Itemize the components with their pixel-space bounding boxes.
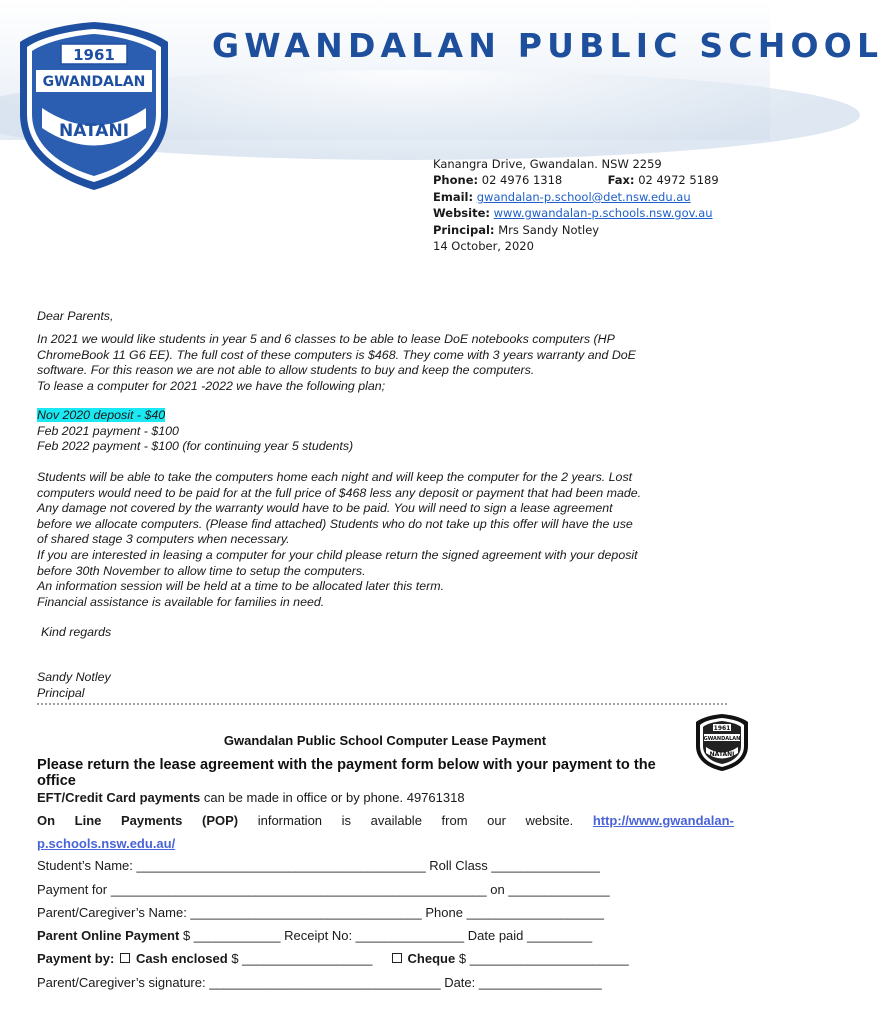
eft-line xyxy=(37,790,465,805)
paragraph-line: ChromeBook 11 G6 EE). The full cost of these computers is $468. They come with 3 years warranty and DoE xyxy=(37,347,636,362)
signer-title: Principal xyxy=(37,686,85,700)
paragraph-line: If you are interested in leasing a computer for your child please return the signed agreement with your deposit xyxy=(37,547,638,562)
online-payment-rest: $ ____________ Receipt No: _______________ Date paid _________ xyxy=(179,928,593,943)
form-title: Gwandalan Public School Computer Lease Payment xyxy=(223,733,547,748)
paragraph-line: of shared stage 3 computers when necessary. xyxy=(37,532,290,547)
pop-word: Line xyxy=(74,813,102,828)
pop-url-part2[interactable]: p.schools.nsw.edu.au/ xyxy=(37,836,176,851)
eft-label: EFT/Credit Card payments xyxy=(37,790,201,805)
website-label: Website: xyxy=(433,206,490,221)
return-line: office xyxy=(37,773,76,789)
website-link[interactable]: www.gwandalan-p.schools.nsw.gov.au xyxy=(493,206,713,221)
greeting: Dear Parents, xyxy=(37,309,114,323)
email-link[interactable]: gwandalan-p.school@det.nsw.edu.au xyxy=(476,189,691,204)
cash-checkbox[interactable] xyxy=(120,953,130,963)
cheque-label: Cheque xyxy=(407,951,456,966)
signature-field: Parent/Caregiver’s signature: ________________________________ Date: _________________ xyxy=(37,975,602,990)
paragraph-line: software. For this reason we are not able to allow students to buy and keep the computers. xyxy=(37,363,535,378)
small-crest-motto: NATANI xyxy=(709,751,735,758)
paragraph-line: computers would need to be paid for at the full price of $468 less any deposit or payment that had been made. xyxy=(37,485,642,500)
fax-number: 02 4972 5189 xyxy=(638,173,719,188)
signer-name: Sandy Notley xyxy=(37,670,111,684)
paragraph-line: An information session will be held at a time to be allocated later this term. xyxy=(37,579,445,594)
return-line: Please return the lease agreement with the payment form below with your payment to the xyxy=(37,757,656,773)
pop-word: information xyxy=(257,813,323,828)
online-payment-label: Parent Online Payment xyxy=(37,928,180,943)
pop-word: (POP) xyxy=(202,813,239,828)
paragraph-line: before 30th November to allow time to setup the computers. xyxy=(37,563,366,578)
pop-url-part1[interactable]: http://www.gwandalan- xyxy=(592,813,734,828)
closing: Kind regards xyxy=(41,625,112,639)
payment-by-label: Payment by: xyxy=(37,951,115,966)
online-payment-field xyxy=(37,928,592,943)
school-title: GWANDALAN PUBLIC SCHOOL xyxy=(212,26,883,65)
parent-name-field: Parent/Caregiver’s Name: ________________________________ Phone ___________________ xyxy=(37,905,604,920)
return-instruction xyxy=(37,757,717,789)
phone-fax-line xyxy=(433,172,719,188)
payment-for-field: Payment for ____________________________________________________ on ______________ xyxy=(37,882,610,897)
payment-plan xyxy=(37,408,737,455)
email-line xyxy=(433,189,719,205)
cheque-checkbox[interactable] xyxy=(392,953,402,963)
email-label: Email: xyxy=(433,189,474,204)
small-crest-name: GWANDALAN xyxy=(703,736,741,742)
cheque-amount: $ ______________________ xyxy=(455,951,629,966)
pop-url-line xyxy=(37,836,175,851)
letter-date: 14 October, 2020 xyxy=(433,239,534,254)
address: Kanangra Drive, Gwandalan. NSW 2259 xyxy=(433,157,662,171)
website-line xyxy=(433,205,719,221)
pop-line xyxy=(37,813,734,828)
payment-by-field xyxy=(37,951,629,966)
cut-line-divider xyxy=(37,703,727,707)
paragraph-line: In 2021 we would like students in year 5 and 6 classes to be able to lease DoE notebooks computers (HP xyxy=(37,332,615,346)
pop-word: website. xyxy=(525,813,574,828)
paragraph-line: Financial assistance is available for families in need. xyxy=(37,594,325,609)
small-crest-year: 1961 xyxy=(713,725,731,732)
principal-label: Principal: xyxy=(433,222,495,237)
phone-number: 02 4976 1318 xyxy=(481,173,563,188)
crest-motto: NATANI xyxy=(58,121,130,141)
contact-block xyxy=(433,156,719,254)
paragraph-line: Students will be able to take the computers home each night and will keep the computer for the 2 years. Lost xyxy=(37,470,633,484)
pop-word: is xyxy=(341,813,352,828)
plan-item: Feb 2022 payment - $100 (for continuing year 5 students) xyxy=(37,439,354,454)
school-crest-logo xyxy=(14,18,174,193)
pop-word: On xyxy=(37,813,56,828)
crest-year: 1961 xyxy=(73,46,115,64)
crest-name: GWANDALAN xyxy=(42,74,146,90)
plan-item: Feb 2021 payment - $100 xyxy=(37,423,179,438)
paragraph-1 xyxy=(37,332,737,394)
cash-label: Cash enclosed xyxy=(135,951,228,966)
pop-word: our xyxy=(487,813,506,828)
phone-label: Phone: xyxy=(433,173,479,188)
eft-text: can be made in office or by phone. 49761318 xyxy=(200,790,465,805)
pop-word: available xyxy=(370,813,422,828)
student-name-field: Student’s Name: ________________________________________ Roll Class _______________ xyxy=(37,858,600,873)
paragraph-line: To lease a computer for 2021 -2022 we have the following plan; xyxy=(37,378,386,393)
principal-line xyxy=(433,222,719,238)
fax-label: Fax: xyxy=(607,173,635,188)
pop-word: from xyxy=(441,813,468,828)
principal-name: Mrs Sandy Notley xyxy=(498,222,600,237)
paragraph-line: before we allocate computers. (Please find attached) Students who do not take up this offer will have the use xyxy=(37,516,633,531)
pop-word: Payments xyxy=(120,813,183,828)
paragraph-2 xyxy=(37,470,737,610)
paragraph-line: Any damage not covered by the warranty would have to be paid. You will need to sign a lease agreement xyxy=(37,501,613,516)
plan-item-deposit: Nov 2020 deposit - $40 xyxy=(37,408,166,422)
cash-amount: $ __________________ xyxy=(227,951,373,966)
